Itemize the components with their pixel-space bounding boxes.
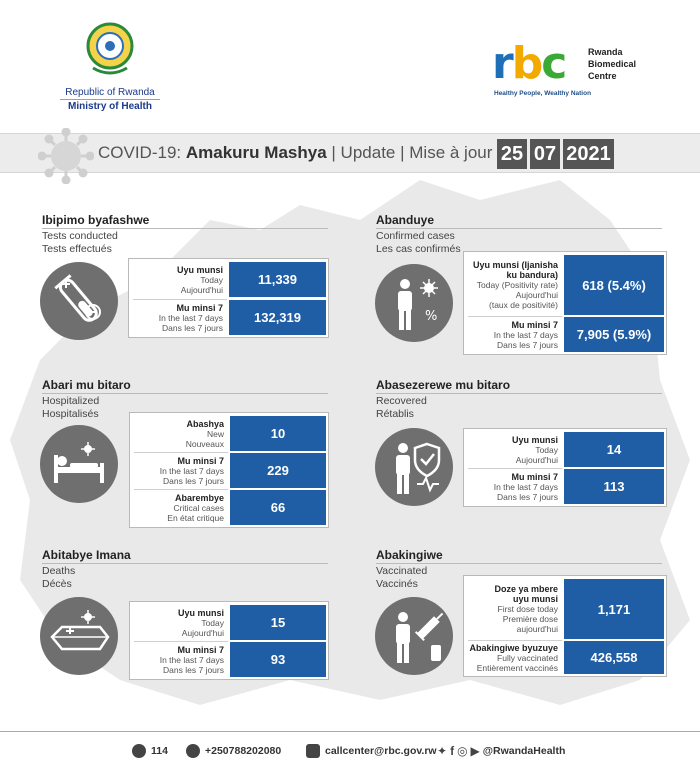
virus-icon — [38, 128, 94, 184]
tests-title: Ibipimo byafashwe — [42, 213, 150, 227]
confirmed-subtitle-fr: Les cas confirmés — [376, 243, 461, 255]
deaths-subtitle-en: Deaths — [42, 565, 76, 577]
recovered-title: Abasezerewe mu bitaro — [376, 378, 511, 392]
tests-today-value: 11,339 — [229, 262, 326, 297]
confirmed-7days-value: 7,905 (5.9%) — [564, 317, 664, 352]
person-syringe-icon — [375, 597, 453, 675]
whatsapp-icon — [186, 744, 200, 758]
confirmed-panel: Uyu munsi (Ijanisha ku bandura) Today (Positivity rate) Aujourd'hui (taux de positivité) 618 (5.4%) Mu minsi 7 In the last 7 days Dans les 7 jours 7,905 (5.9%) — [463, 251, 667, 355]
email-icon — [306, 744, 320, 758]
vaccinated-title: Abakingiwe — [376, 548, 443, 562]
page-title: COVID-19: Amakuru Mashya | Update | Mise à jour — [98, 143, 493, 162]
deaths-subtitle-fr: Décès — [42, 578, 72, 590]
vaccinated-panel: Doze ya mbere uyu munsi First dose today Première dose aujourd'hui 1,171 Abakingiwe byuzuye Fully vaccinated Entièrement vaccinés 426,558 — [463, 575, 667, 677]
deaths-title: Abitabye Imana — [42, 548, 131, 562]
date-day: 25 — [497, 139, 527, 169]
tests-7days-value: 132,319 — [229, 300, 326, 335]
tests-subtitle-fr: Tests effectués — [42, 243, 112, 255]
rbc-fullname: Rwanda Biomedical Centre — [588, 47, 637, 81]
confirmed-subtitle-en: Confirmed cases — [376, 230, 455, 242]
youtube-icon: ▶ — [470, 744, 480, 758]
test-tube-icon — [40, 262, 118, 340]
hospitalized-section — [42, 378, 131, 421]
recovered-section — [376, 378, 510, 421]
whatsapp-contact[interactable]: +250788202080 — [186, 744, 281, 758]
person-virus-icon — [375, 264, 453, 342]
rbc-logo — [492, 38, 652, 102]
confirmed-today-value: 618 (5.4%) — [564, 255, 664, 315]
recovered-today-value: 14 — [564, 432, 664, 467]
tests-panel: Uyu munsi Today Aujourd'hui 11,339 Mu minsi 7 In the last 7 days Dans les 7 jours 132,319 — [128, 258, 329, 338]
person-shield-icon — [375, 428, 453, 506]
instagram-icon: ◎ — [457, 744, 468, 758]
rwanda-seal-icon — [85, 20, 135, 78]
confirmed-title: Abanduye — [376, 213, 435, 227]
gov-line-2: Ministry of Health — [60, 99, 160, 113]
deaths-7days-value: 93 — [230, 642, 326, 677]
deaths-today-value: 15 — [230, 605, 326, 640]
hospitalized-7days-value: 229 — [230, 453, 326, 488]
email-contact[interactable]: callcenter@rbc.gov.rw — [306, 744, 437, 758]
facebook-icon: f — [450, 744, 455, 758]
rbc-wordmark: rbc — [492, 38, 566, 89]
hospitalized-subtitle-en: Hospitalized — [42, 395, 100, 407]
hospitalized-new-value: 10 — [230, 416, 326, 451]
deaths-panel: Uyu munsi Today Aujourd'hui 15 Mu minsi 7 In the last 7 days Dans les 7 jours 93 — [129, 601, 329, 680]
tests-subtitle-en: Tests conducted — [42, 230, 118, 242]
vaccinated-first-dose-value: 1,171 — [564, 579, 664, 639]
date-year: 2021 — [563, 139, 614, 169]
confirmed-section — [376, 213, 461, 256]
hospitalized-critical-value: 66 — [230, 490, 326, 525]
gov-line-1: Republic of Rwanda — [65, 87, 155, 98]
recovered-subtitle-en: Recovered — [376, 395, 427, 407]
twitter-icon: ✦ — [437, 744, 448, 758]
recovered-subtitle-fr: Rétablis — [376, 408, 414, 420]
date-month: 07 — [530, 139, 560, 169]
vaccinated-subtitle-fr: Vaccinés — [376, 578, 418, 590]
deaths-section — [42, 548, 131, 591]
vaccinated-fully-value: 426,558 — [564, 641, 664, 674]
footer-divider — [0, 731, 700, 732]
tests-section — [42, 213, 149, 256]
recovered-panel: Uyu munsi Today Aujourd'hui 14 Mu minsi 7 In the last 7 days Dans les 7 jours 113 — [463, 428, 667, 507]
hospitalized-subtitle-fr: Hospitalisés — [42, 408, 99, 420]
hospital-bed-icon — [40, 425, 118, 503]
rbc-tagline: Healthy People, Wealthy Nation — [494, 90, 592, 97]
social-contact[interactable]: ✦ f ◎ ▶ @RwandaHealth — [437, 744, 566, 758]
coffin-icon — [40, 597, 118, 675]
footer — [0, 740, 700, 762]
vaccinated-subtitle-en: Vaccinated — [376, 565, 428, 577]
svg-text:%: % — [425, 309, 438, 324]
vaccinated-section — [376, 548, 443, 591]
phone-icon — [132, 744, 146, 758]
hospitalized-title: Abari mu bitaro — [42, 378, 131, 392]
hotline-contact[interactable]: 114 — [132, 744, 168, 758]
recovered-7days-value: 113 — [564, 469, 664, 504]
hospitalized-panel: Abashya New Nouveaux 10 Mu minsi 7 In the last 7 days Dans les 7 jours 229 Abarembye Critical cases En état critique 66 — [129, 412, 329, 528]
ministry-of-health-logo — [60, 20, 160, 113]
